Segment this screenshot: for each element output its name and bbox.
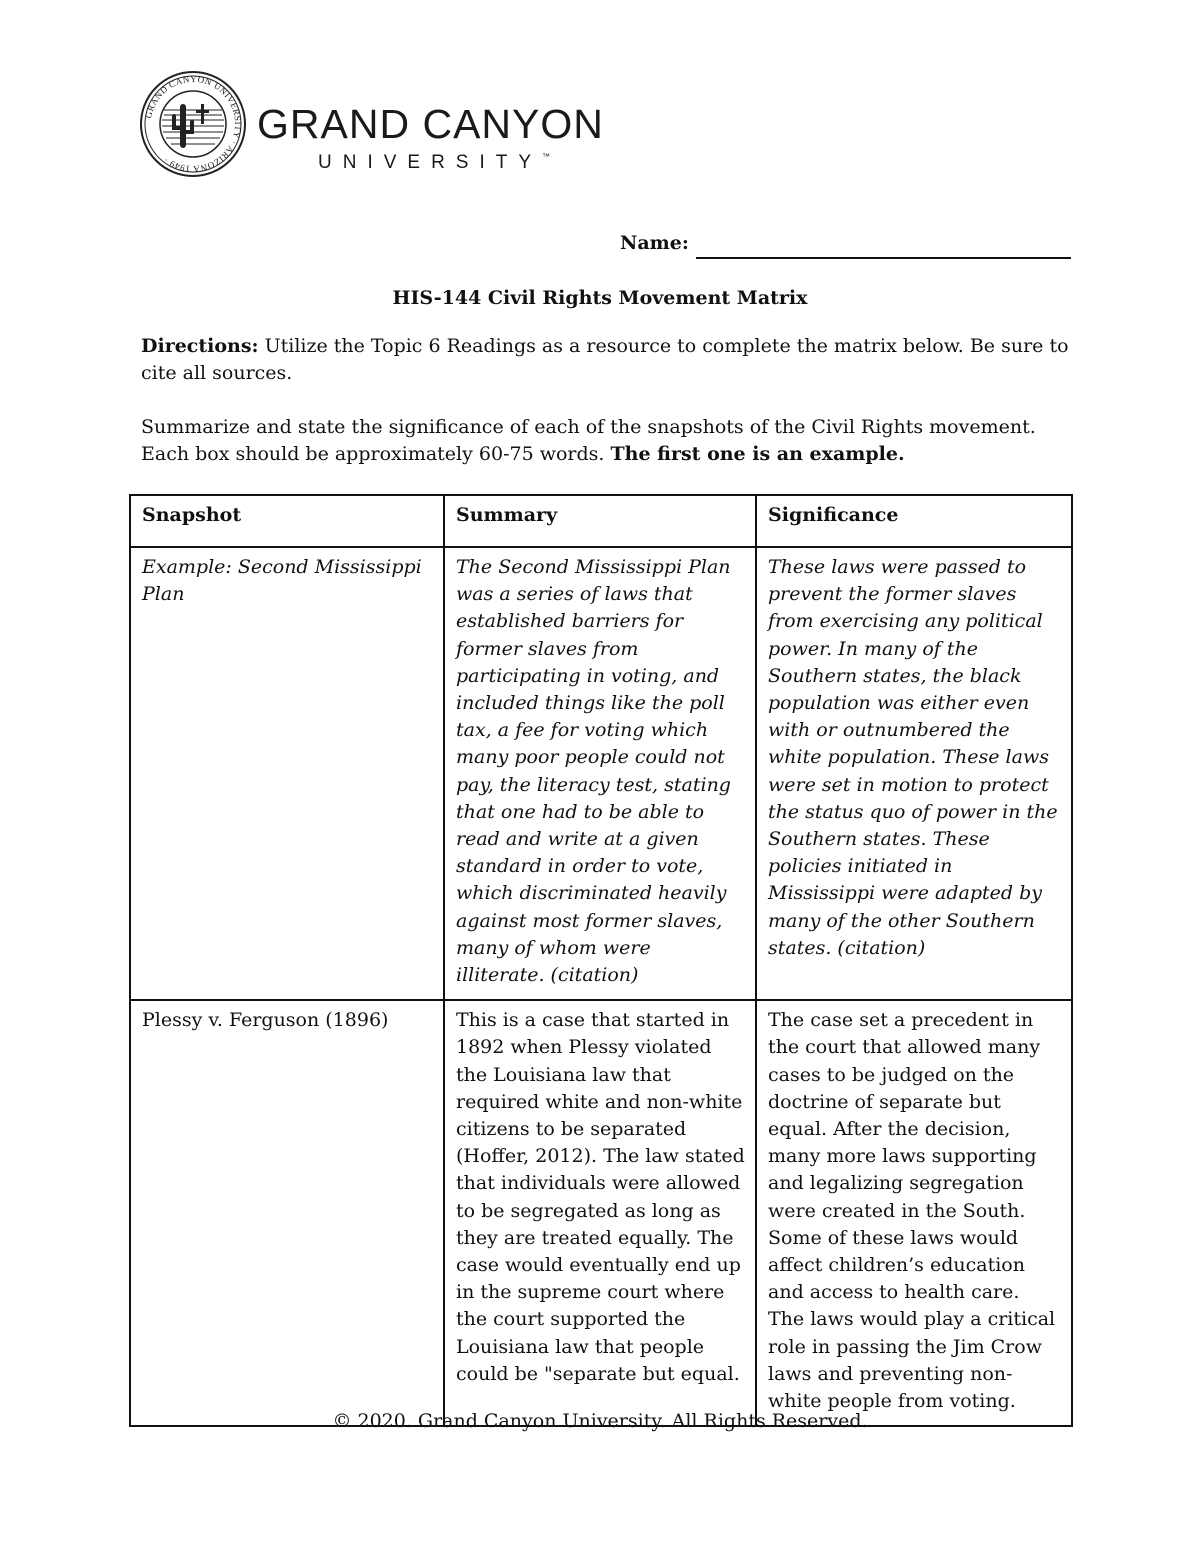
cell-snapshot[interactable]: Plessy v. Ferguson (1896) [130, 1000, 444, 1426]
header-significance: Significance [756, 495, 1072, 547]
svg-text:GRAND CANYON UNIVERSITY · ARIZ: GRAND CANYON UNIVERSITY · ARIZONA 1949 · [143, 73, 244, 175]
civil-rights-matrix [129, 494, 1073, 1427]
cell-significance: These laws were passed to prevent the former slaves from exercising any political power. In many of the Southern states, the black population was either even with or outnumbered the white population. These laws were set in motion to protect the status quo of power in the Southern states. These policies initiated in Mississippi were adapted by many of the other Southern states. (citation) [756, 547, 1072, 1000]
university-seal-icon [138, 70, 248, 178]
instructions-text: Summarize and state the significance of each of the snapshots of the Civil Rights movement. Each box should be approximately 60-75 words. [141, 416, 1036, 465]
directions-label: Directions: [141, 335, 259, 357]
page-title: HIS-144 Civil Rights Movement Matrix [392, 287, 808, 309]
name-field[interactable] [696, 257, 1071, 259]
trademark-symbol: ™ [542, 152, 551, 161]
university-logo [138, 70, 628, 182]
matrix-header-row [130, 495, 1072, 547]
cell-summary[interactable]: This is a case that started in 1892 when Plessy violated the Louisiana law that required white and non-white citizens to be separated (Hoffer, 2012). The law stated that individuals were allowed to be segregated as long as they are treated equally. The case would eventually end up in the supreme court where the court supported the Louisiana law that people could be "separate but equal. [444, 1000, 756, 1426]
header-snapshot: Snapshot [130, 495, 444, 547]
name-label: Name: [620, 232, 689, 254]
table-row [130, 547, 1072, 1000]
table-row [130, 1000, 1072, 1426]
copyright-footer: © 2020. Grand Canyon University. All Rights Reserved. [332, 1410, 868, 1432]
logo-wordmark-bottom: UNIVERSITY™ [318, 152, 551, 173]
header-summary: Summary [444, 495, 756, 547]
instructions-emphasis: The first one is an example. [610, 443, 905, 465]
cell-summary: The Second Mississippi Plan was a series of laws that established barriers for former slaves from participating in voting, and included things like the poll tax, a fee for voting which many poor people could not pay, the literacy test, stating that one had to be able to read and write at a given standard in order to vote, which discriminated heavily against most former slaves, many of whom were illiterate. (citation) [444, 547, 756, 1000]
directions-paragraph [141, 333, 1071, 387]
directions-text: Utilize the Topic 6 Readings as a resource to complete the matrix below. Be sure to cite all sources. [141, 335, 1069, 384]
cell-snapshot: Example: Second Mississippi Plan [130, 547, 444, 1000]
logo-wordmark-top: GRAND CANYON [257, 101, 604, 147]
cell-significance[interactable]: The case set a precedent in the court that allowed many cases to be judged on the doctrine of separate but equal. After the decision, many more laws supporting and legalizing segregation were created in the South. Some of these laws would affect children’s education and access to health care. The laws would play a critical role in passing the Jim Crow laws and preventing non-white people from voting. [756, 1000, 1072, 1426]
instructions-paragraph [141, 414, 1071, 468]
